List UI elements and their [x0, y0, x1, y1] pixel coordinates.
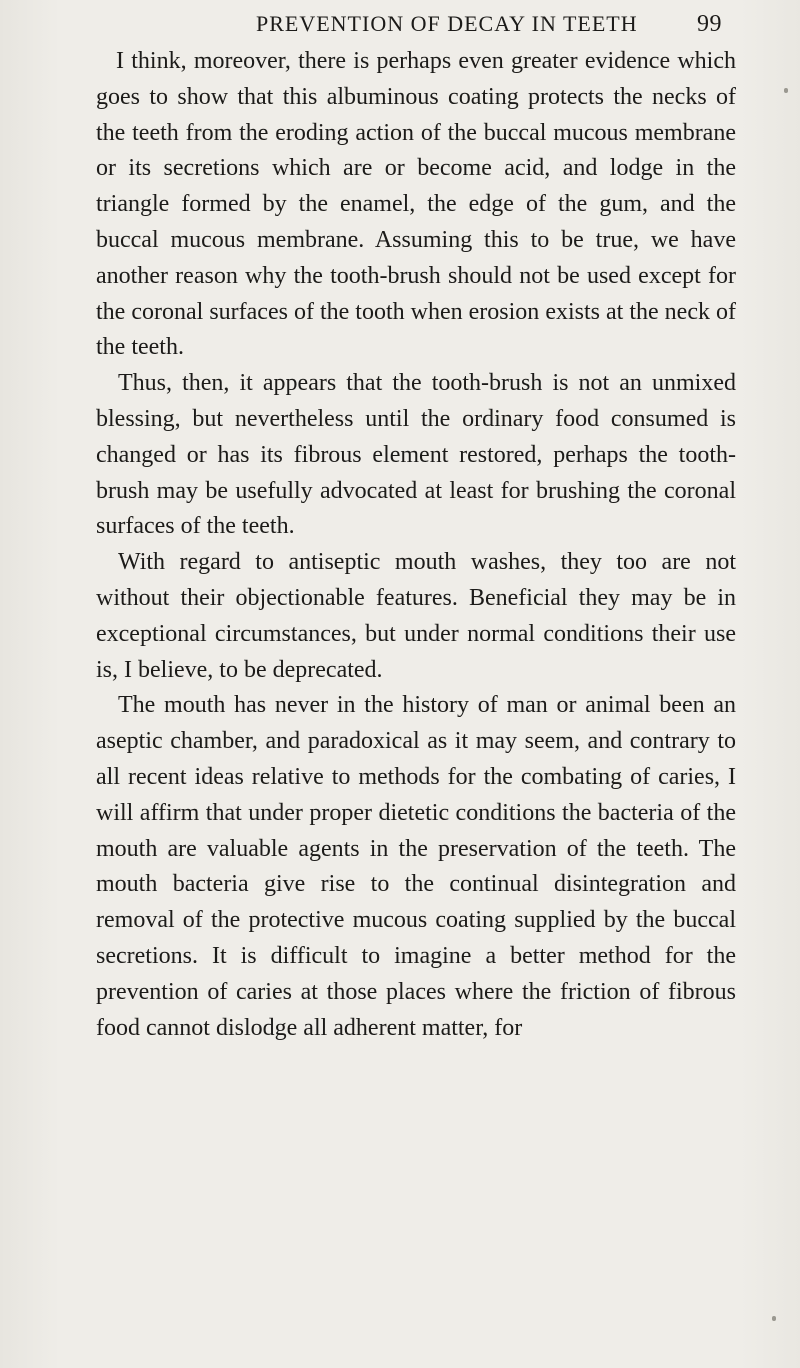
- body-text: [96, 44, 736, 1046]
- page-number: 99: [697, 11, 722, 37]
- paper-speck: [772, 1316, 776, 1321]
- running-title: PREVENTION OF DECAY IN TEETH: [256, 11, 638, 36]
- running-header: [216, 6, 736, 42]
- paragraph-3: With regard to antiseptic mouth washes, they too are not without their objectionable features. Beneficial they may be in exceptional circumstances, but under normal conditions their use is, I believe, to be deprecated.: [96, 549, 736, 683]
- paragraph-1: I think, moreover, there is perhaps even greater evidence which goes to show that this albuminous coating protects the necks of the teeth from the eroding action of the buccal mucous membrane or its secretions which are or become acid, and lodge in the triangle formed by the enamel, the edge of the gum, and the buccal mucous membrane. Assuming this to be true, we have another reason why the tooth-brush should not be used except for the coronal surfaces of the tooth when erosion exists at the neck of the teeth.: [96, 48, 736, 361]
- paragraph-2: Thus, then, it appears that the tooth-brush is not an unmixed blessing, but nevertheless until the ordinary food consumed is changed or has its fibrous element restored, perhaps the tooth-brush may be usefully advocated at least for brushing the coronal surfaces of the teeth.: [96, 370, 736, 540]
- paper-speck: [784, 88, 788, 93]
- paragraph-4: The mouth has never in the history of man or animal been an aseptic chamber, and paradoxical as it may seem, and contrary to all recent ideas relative to methods for the combating of caries, I will affirm that under proper dietetic conditions the bacteria of the mouth are valuable agents in the preservation of the teeth. The mouth bacteria give rise to the continual disintegration and removal of the protective mucous coating supplied by the buccal secretions. It is difficult to imagine a better method for the prevention of caries at those places where the friction of fibrous food cannot dislodge all adherent matter, for: [96, 692, 736, 1041]
